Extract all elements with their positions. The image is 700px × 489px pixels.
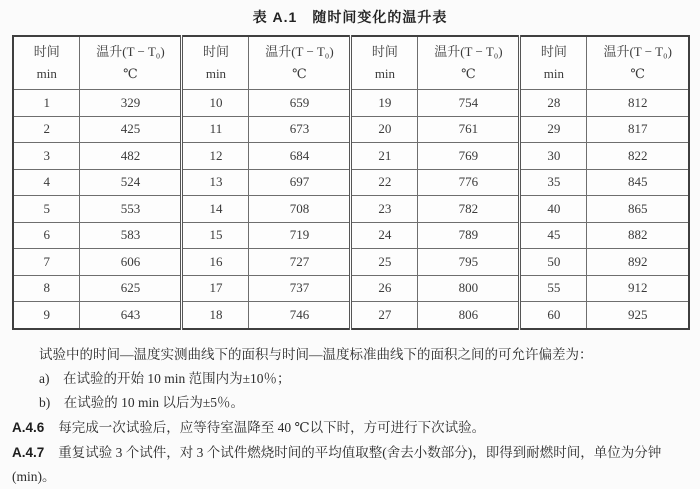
temp-header-label: 温升(T − T₀) [265,44,334,59]
temp-header-label: 温升(T − T₀) [96,44,165,59]
time-cell: 14 [182,196,249,223]
temp-header-unit: ℃ [292,66,307,81]
temp-cell: 754 [418,90,520,117]
table-row [13,169,689,196]
time-cell: 23 [351,196,418,223]
temp-cell: 865 [587,196,689,223]
time-cell: 19 [351,90,418,117]
header-row [13,36,689,90]
time-header-unit: min [36,66,57,81]
table-row [13,143,689,170]
time-cell: 27 [351,302,418,329]
time-header-unit: min [543,66,565,81]
time-header-label: 时间 [371,44,398,59]
clause-number: A.4.7 [12,444,45,460]
temp-header-unit: ℃ [123,66,138,81]
temp-header [418,36,520,90]
time-cell: 45 [520,222,587,249]
time-cell: 6 [13,222,80,249]
temp-cell: 673 [249,116,351,143]
time-cell: 50 [520,249,587,276]
table-title: 表 A.1 随时间变化的温升表 [252,9,448,25]
table-row [13,196,689,223]
list-item-a: a) 在试验的开始 10 min 范围内为±10％； [39,370,291,386]
table-row [13,302,689,329]
temp-cell: 697 [249,169,351,196]
list-item-b: b) 在试验的 10 min 以后为±5％。 [39,394,245,410]
temperature-rise-table [12,35,690,330]
temp-cell: 795 [418,249,520,276]
clause-a-4-6 [12,416,688,440]
temp-cell: 882 [587,222,689,249]
temp-cell: 684 [249,143,351,170]
time-cell: 7 [13,249,80,276]
time-header-unit: min [205,66,227,81]
temp-header [80,36,182,90]
time-cell: 10 [182,90,249,117]
temp-cell: 719 [249,222,351,249]
temp-cell: 583 [80,222,182,249]
temp-header-unit: ℃ [461,66,476,81]
temp-header [249,36,351,90]
time-cell: 17 [182,275,249,302]
temp-cell: 776 [418,169,520,196]
time-header-label: 时间 [33,44,60,59]
temp-cell: 769 [418,143,520,170]
time-header-unit: min [374,66,396,81]
clause-a-4-7 [12,441,688,489]
temp-cell: 812 [587,90,689,117]
notes-section [12,343,688,489]
temp-cell: 892 [587,249,689,276]
time-cell: 16 [182,249,249,276]
temp-cell: 737 [249,275,351,302]
temp-cell: 800 [418,275,520,302]
time-header [13,36,80,90]
time-cell: 26 [351,275,418,302]
time-cell: 25 [351,249,418,276]
temp-cell: 659 [249,90,351,117]
clause-number: A.4.6 [12,419,45,435]
clause-text: 重复试验 3 个试件，对 3 个试件燃烧时间的平均值取整(舍去小数部分)，即得到耐燃时间，单位为分钟(min)。 [12,444,662,484]
temp-cell: 708 [249,196,351,223]
time-cell: 40 [520,196,587,223]
table-row [13,116,689,143]
temp-cell: 524 [80,169,182,196]
time-cell: 28 [520,90,587,117]
time-cell: 2 [13,116,80,143]
clause-text: 每完成一次试验后，应等待室温降至 40 ℃以下时，方可进行下次试验。 [58,419,486,435]
temp-cell: 822 [587,143,689,170]
temp-cell: 625 [80,275,182,302]
temp-cell: 727 [249,249,351,276]
time-cell: 12 [182,143,249,170]
time-cell: 18 [182,302,249,329]
temp-header [587,36,689,90]
temp-cell: 761 [418,116,520,143]
temp-cell: 482 [80,143,182,170]
time-cell: 5 [13,196,80,223]
temp-cell: 912 [587,275,689,302]
temp-cell: 425 [80,116,182,143]
temp-cell: 746 [249,302,351,329]
time-cell: 3 [13,143,80,170]
table-row [13,222,689,249]
time-cell: 13 [182,169,249,196]
temp-cell: 789 [418,222,520,249]
time-cell: 8 [13,275,80,302]
time-cell: 11 [182,116,249,143]
tolerance-intro: 试验中的时间—温度实测曲线下的面积与时间—温度标准曲线下的面积之间的可允许偏差为： [39,346,593,362]
temp-header-label: 温升(T − T₀) [603,44,672,59]
time-cell: 4 [13,169,80,196]
time-cell: 22 [351,169,418,196]
temp-cell: 806 [418,302,520,329]
time-header-label: 时间 [540,44,567,59]
temp-cell: 553 [80,196,182,223]
time-cell: 21 [351,143,418,170]
temp-cell: 606 [80,249,182,276]
table-row [13,90,689,117]
table-body [13,90,689,329]
time-cell: 24 [351,222,418,249]
time-header [520,36,587,90]
temp-cell: 782 [418,196,520,223]
temp-cell: 329 [80,90,182,117]
time-cell: 60 [520,302,587,329]
time-cell: 55 [520,275,587,302]
time-cell: 35 [520,169,587,196]
time-cell: 15 [182,222,249,249]
time-header [351,36,418,90]
time-cell: 1 [13,90,80,117]
temp-cell: 643 [80,302,182,329]
temp-cell: 817 [587,116,689,143]
table-row [13,249,689,276]
temp-cell: 925 [587,302,689,329]
table-row [13,275,689,302]
table-header [13,36,689,90]
time-cell: 9 [13,302,80,329]
time-header-label: 时间 [202,44,229,59]
temp-header-unit: ℃ [630,66,645,81]
time-header [182,36,249,90]
temp-header-label: 温升(T − T₀) [434,44,503,59]
time-cell: 30 [520,143,587,170]
time-cell: 20 [351,116,418,143]
time-cell: 29 [520,116,587,143]
temp-cell: 845 [587,169,689,196]
